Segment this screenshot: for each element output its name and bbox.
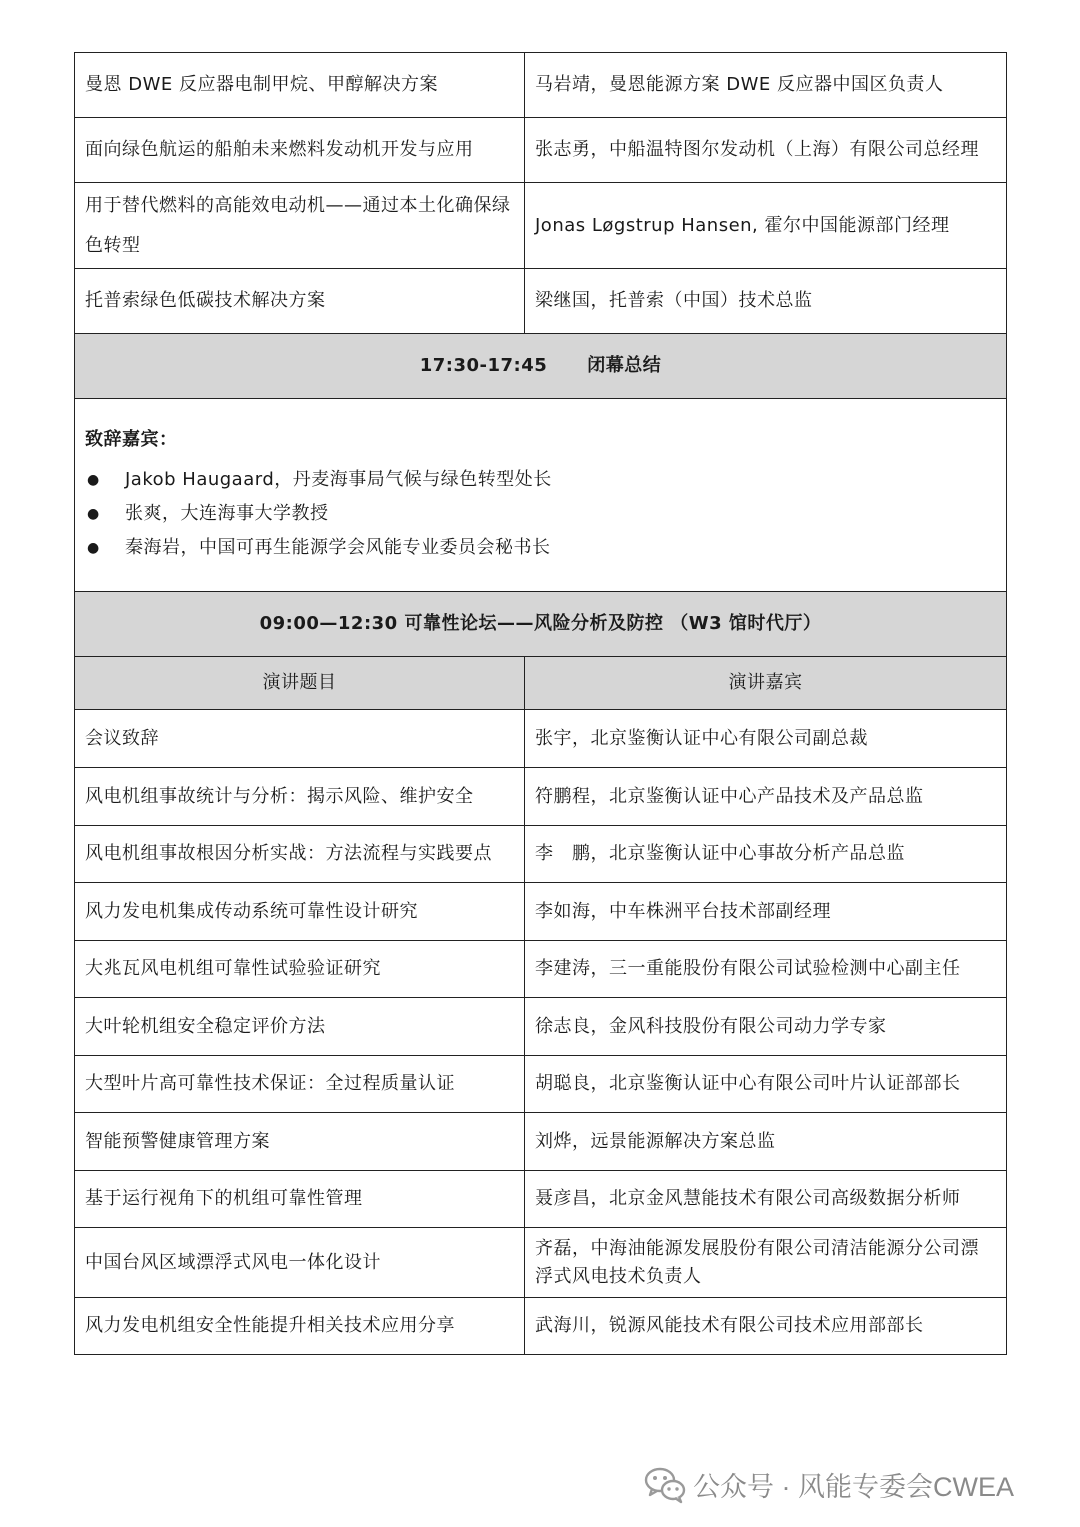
speaker-cell: 符鹏程，北京鉴衡认证中心产品技术及产品总监 bbox=[525, 768, 1007, 826]
speaker-cell: 刘烨，远景能源解决方案总监 bbox=[525, 1113, 1007, 1171]
table-row bbox=[75, 1171, 1007, 1228]
topic-cell: 中国台风区域漂浮式风电一体化设计 bbox=[75, 1228, 525, 1298]
forum-header-row bbox=[75, 592, 1007, 657]
bullet-icon: ● bbox=[87, 472, 100, 488]
column-header-speaker: 演讲嘉宾 bbox=[525, 657, 1007, 710]
speaker-cell: 武海川，锐源风能技术有限公司技术应用部部长 bbox=[525, 1298, 1007, 1355]
speaker-cell: 马岩靖，曼恩能源方案 DWE 反应器中国区负责人 bbox=[525, 53, 1007, 118]
table-row bbox=[75, 53, 1007, 118]
topic-cell: 智能预警健康管理方案 bbox=[75, 1113, 525, 1171]
speaker-cell: 梁继国，托普索（中国）技术总监 bbox=[525, 269, 1007, 334]
topic-cell: 风力发电机组安全性能提升相关技术应用分享 bbox=[75, 1298, 525, 1355]
topic-cell: 风电机组事故统计与分析：揭示风险、维护安全 bbox=[75, 768, 525, 826]
topic-cell: 面向绿色航运的船舶未来燃料发动机开发与应用 bbox=[75, 118, 525, 183]
closing-time: 17:30-17:45 bbox=[419, 355, 548, 376]
closing-header bbox=[75, 334, 1007, 399]
table-row bbox=[75, 1228, 1007, 1298]
closing-title: 闭幕总结 bbox=[587, 355, 662, 376]
topic-cell: 托普索绿色低碳技术解决方案 bbox=[75, 269, 525, 334]
closing-header-row bbox=[75, 334, 1007, 399]
bullet-icon: ● bbox=[87, 540, 100, 556]
speaker-cell: 胡聪良，北京鉴衡认证中心有限公司叶片认证部部长 bbox=[525, 1056, 1007, 1113]
guest-list bbox=[85, 463, 996, 565]
table-row bbox=[75, 710, 1007, 768]
guest-name: 张爽，大连海事大学教授 bbox=[125, 503, 329, 524]
list-item bbox=[85, 497, 996, 531]
table-row bbox=[75, 1056, 1007, 1113]
closing-guests bbox=[75, 399, 1007, 592]
guests-title: 致辞嘉宾： bbox=[85, 429, 178, 450]
topic-cell: 大型叶片高可靠性技术保证：全过程质量认证 bbox=[75, 1056, 525, 1113]
speaker-cell: 聂彦昌，北京金风慧能技术有限公司高级数据分析师 bbox=[525, 1171, 1007, 1228]
speaker-cell: Jonas Løgstrup Hansen, 霍尔中国能源部门经理 bbox=[525, 183, 1007, 269]
agenda-sheet bbox=[74, 52, 1006, 1355]
topic-cell: 曼恩 DWE 反应器电制甲烷、甲醇解决方案 bbox=[75, 53, 525, 118]
table-row bbox=[75, 269, 1007, 334]
topic-cell: 风力发电机集成传动系统可靠性设计研究 bbox=[75, 883, 525, 941]
agenda-table bbox=[74, 52, 1007, 1355]
column-header-row bbox=[75, 657, 1007, 710]
speaker-cell: 张宇，北京鉴衡认证中心有限公司副总裁 bbox=[525, 710, 1007, 768]
topic-cell: 风电机组事故根因分析实战：方法流程与实践要点 bbox=[75, 826, 525, 883]
table-row bbox=[75, 826, 1007, 883]
table-row bbox=[75, 941, 1007, 998]
guest-name: 秦海岩，中国可再生能源学会风能专业委员会秘书长 bbox=[125, 537, 551, 558]
speaker-cell: 李如海，中车株洲平台技术部副经理 bbox=[525, 883, 1007, 941]
topic-cell: 会议致辞 bbox=[75, 710, 525, 768]
wechat-icon bbox=[643, 1464, 687, 1504]
speaker-cell: 张志勇，中船温特图尔发动机（上海）有限公司总经理 bbox=[525, 118, 1007, 183]
column-header-topic: 演讲题目 bbox=[75, 657, 525, 710]
closing-guests-row bbox=[75, 399, 1007, 592]
topic-cell: 大叶轮机组安全稳定评价方法 bbox=[75, 998, 525, 1056]
speaker-cell: 李建涛，三一重能股份有限公司试验检测中心副主任 bbox=[525, 941, 1007, 998]
guest-name: Jakob Haugaard，丹麦海事局气候与绿色转型处长 bbox=[125, 469, 552, 490]
list-item bbox=[85, 531, 996, 565]
table-row bbox=[75, 183, 1007, 269]
watermark bbox=[643, 1464, 1014, 1504]
topic-cell: 大兆瓦风电机组可靠性试验验证研究 bbox=[75, 941, 525, 998]
table-row bbox=[75, 1113, 1007, 1171]
topic-cell: 基于运行视角下的机组可靠性管理 bbox=[75, 1171, 525, 1228]
list-item bbox=[85, 463, 996, 497]
topic-cell: 用于替代燃料的高能效电动机——通过本土化确保绿色转型 bbox=[75, 183, 525, 269]
speaker-cell: 徐志良，金风科技股份有限公司动力学专家 bbox=[525, 998, 1007, 1056]
table-row bbox=[75, 118, 1007, 183]
table-row bbox=[75, 883, 1007, 941]
table-row bbox=[75, 1298, 1007, 1355]
table-row bbox=[75, 998, 1007, 1056]
speaker-cell: 齐磊，中海油能源发展股份有限公司清洁能源分公司漂浮式风电技术负责人 bbox=[525, 1228, 1007, 1298]
bullet-icon: ● bbox=[87, 506, 100, 522]
table-row bbox=[75, 768, 1007, 826]
watermark-text: 公众号 · 风能专委会CWEA bbox=[693, 1471, 1014, 1502]
speaker-cell: 李 鹏，北京鉴衡认证中心事故分析产品总监 bbox=[525, 826, 1007, 883]
forum-title: 09:00—12:30 可靠性论坛——风险分析及防控 （W3 馆时代厅） bbox=[75, 592, 1007, 657]
